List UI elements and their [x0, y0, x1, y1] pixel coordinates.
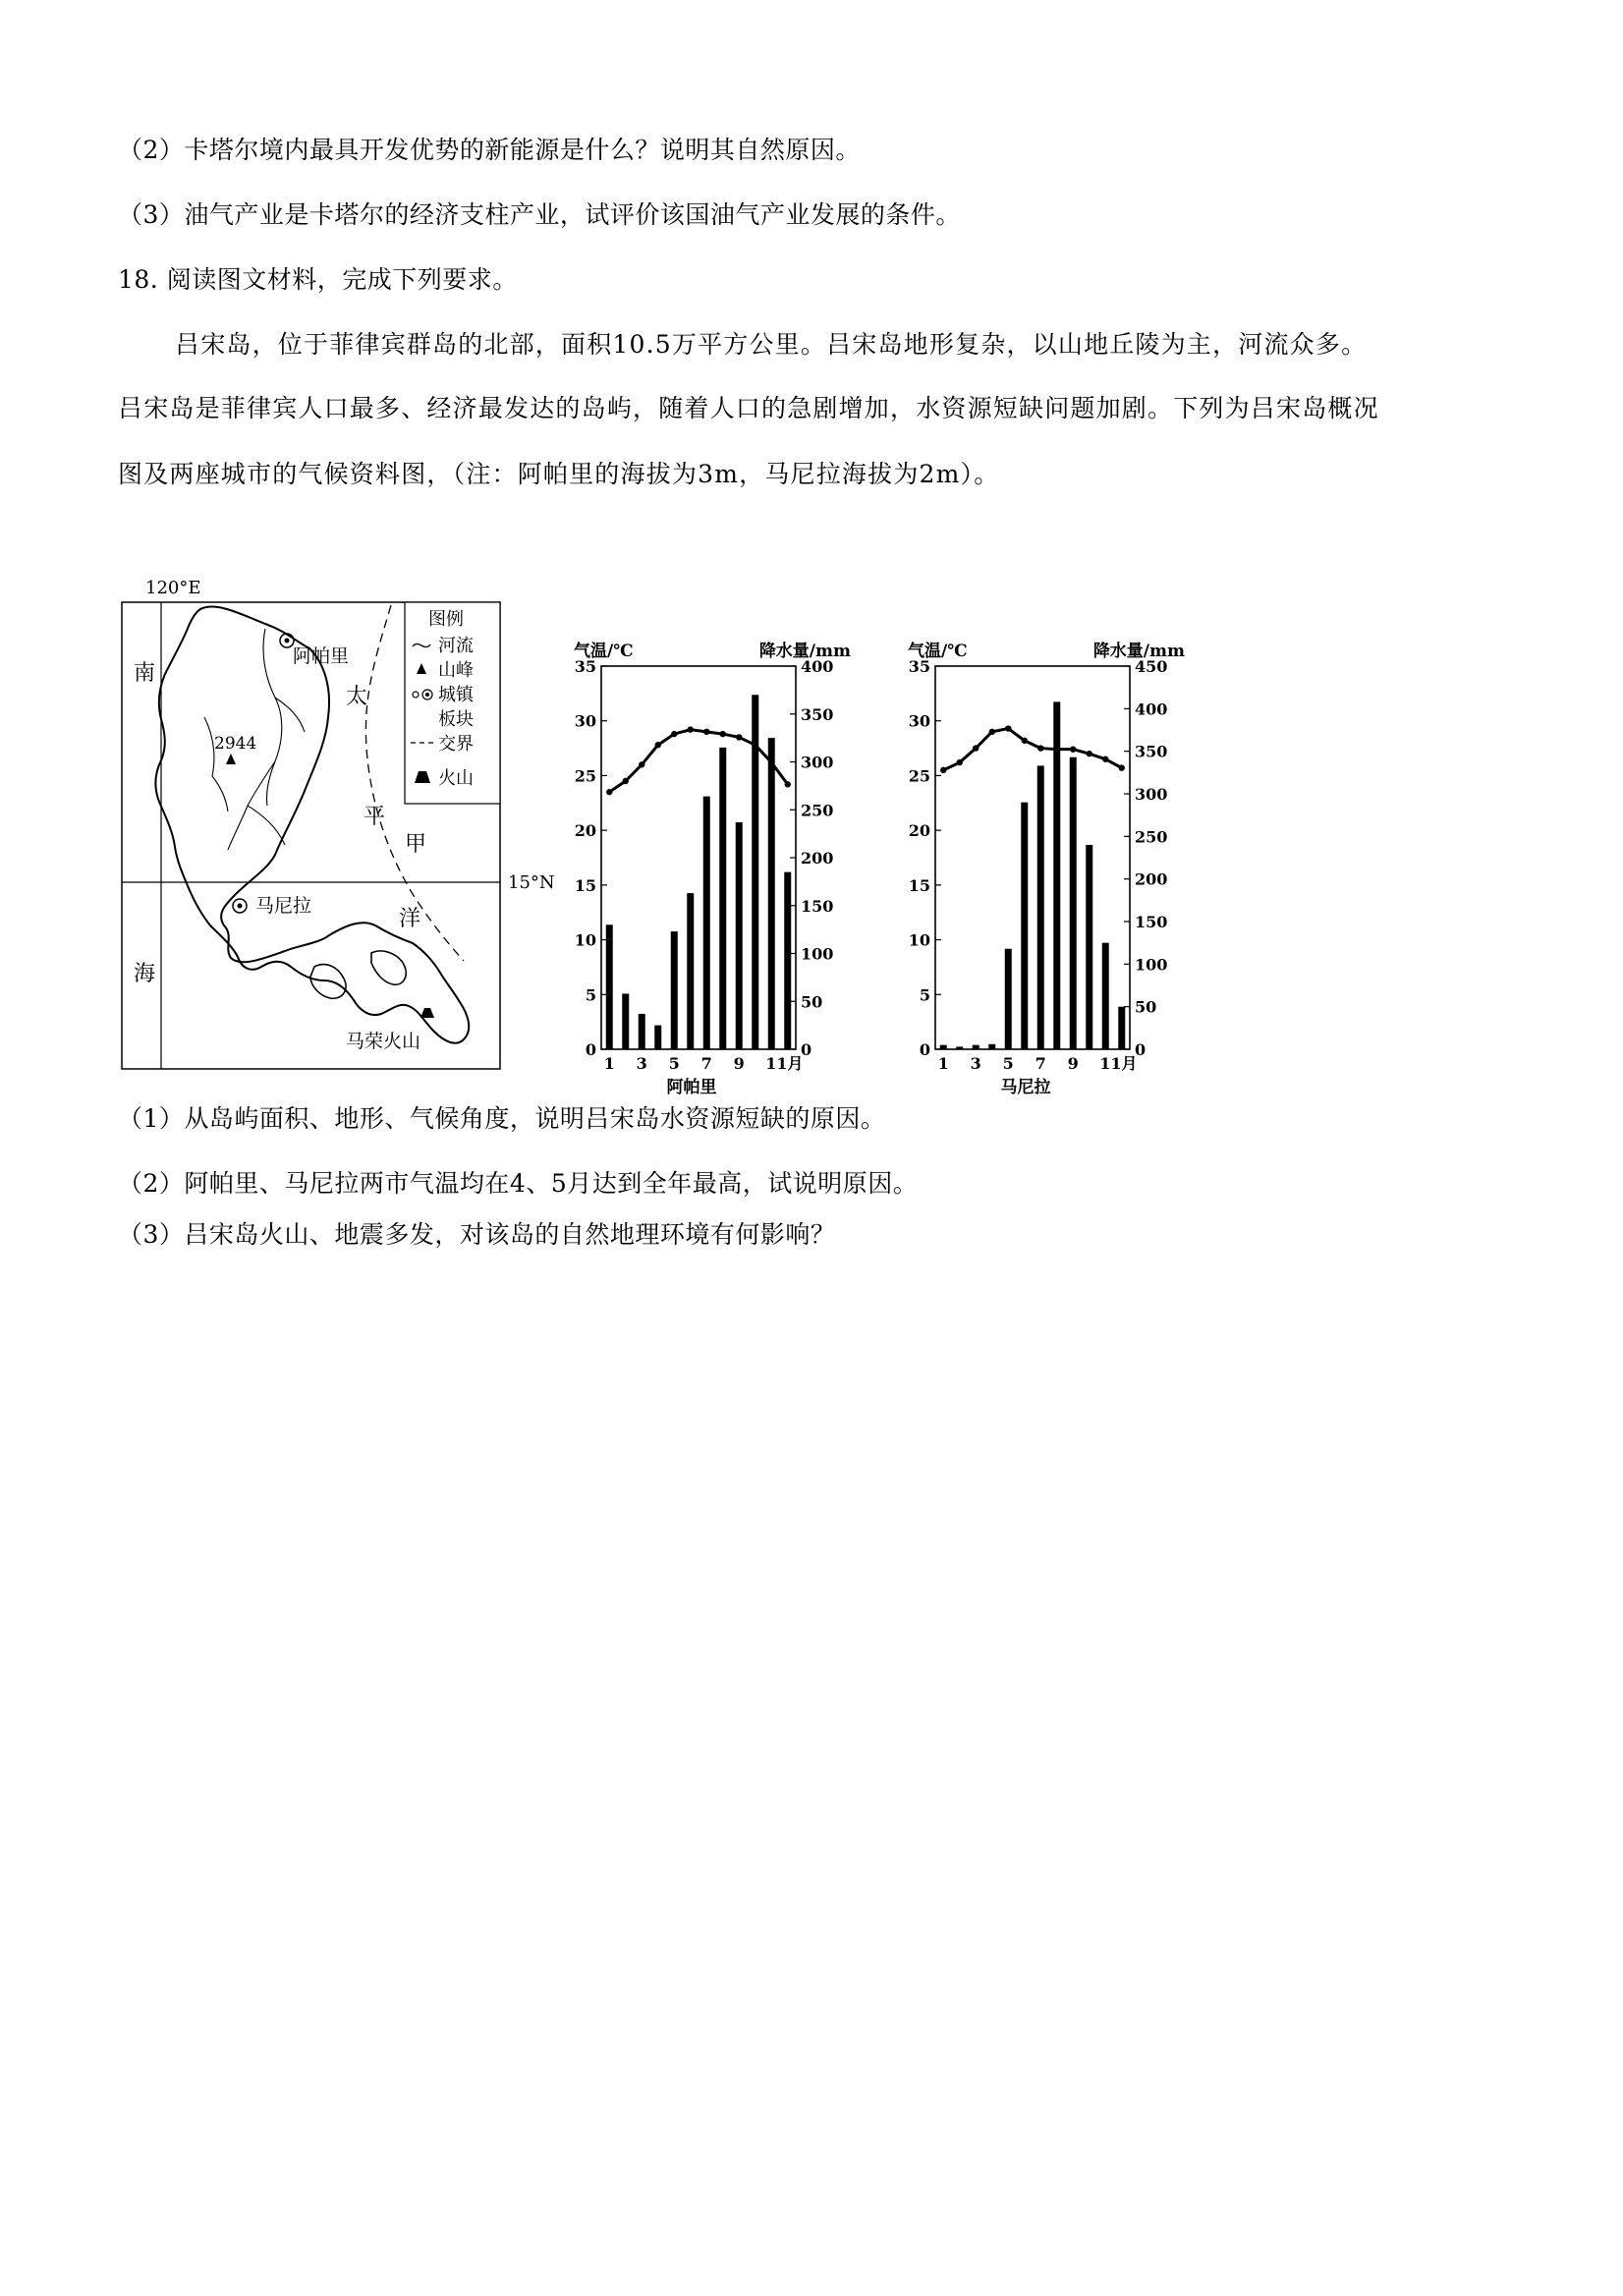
month-tick-label: 3	[636, 1054, 647, 1073]
chart-manila-ylabel-right: 降水量/mm	[1092, 642, 1185, 661]
month-tick-label: 7	[1035, 1054, 1046, 1073]
q18-material-line-3: 图及两座城市的气候资料图，（注：阿帕里的海拔为3m，马尼拉海拔为2m）。	[118, 460, 1000, 488]
temperature-point-month-7	[1037, 745, 1043, 751]
mayon-volcano-icon	[420, 1008, 434, 1018]
temperature-point-month-9	[736, 734, 742, 740]
temp-tick-label: 15	[574, 875, 596, 895]
month-tick-label: 1	[603, 1054, 615, 1073]
precip-bar-month-3	[639, 1014, 645, 1049]
precip-bar-month-4	[988, 1044, 995, 1049]
month-tick-label: 5	[668, 1054, 680, 1073]
volcano-label: 马荣火山	[346, 1031, 421, 1052]
precip-bar-month-5	[671, 931, 678, 1049]
sea-label-south-china-2: 海	[134, 962, 156, 986]
temp-tick-label: 10	[574, 930, 596, 950]
chart-aparri-xlabel: 阿帕里	[666, 1078, 717, 1097]
q17-subquestion-3: （3）油气产业是卡塔尔的经济支柱产业，试评价该国油气产业发展的条件。	[118, 200, 961, 229]
precip-tick-label: 350	[1135, 742, 1168, 761]
temperature-point-month-1	[940, 767, 946, 773]
precip-tick-label: 100	[1135, 955, 1168, 975]
q18-title: 18. 阅读图文材料，完成下列要求。	[118, 265, 518, 294]
precip-tick-label: 250	[1135, 827, 1168, 847]
precip-tick-label: 0	[1135, 1040, 1147, 1059]
precip-tick-label: 150	[801, 896, 834, 916]
ocean-label-3: 甲	[405, 832, 427, 857]
q17-subquestion-2: （2）卡塔尔境内最具开发优势的新能源是什么？说明其自然原因。	[118, 136, 861, 164]
precip-bar-month-6	[1021, 803, 1028, 1049]
precip-tick-label: 100	[801, 944, 834, 964]
month-tick-label: 7	[700, 1054, 712, 1073]
precip-bar-month-1	[606, 924, 613, 1049]
precip-tick-label: 150	[1135, 913, 1168, 931]
chart-aparri-ylabel-left: 气温/℃	[574, 642, 634, 661]
legend-title: 图例	[428, 609, 464, 630]
ocean-label-1: 太	[346, 685, 368, 709]
longitude-label: 120°E	[145, 578, 201, 598]
month-tick-label: 11月	[1099, 1054, 1138, 1073]
precip-tick-label: 450	[1135, 657, 1168, 676]
precip-tick-label: 350	[801, 704, 834, 724]
temp-tick-label: 35	[574, 657, 596, 676]
river-tributary-3	[248, 806, 285, 845]
aparri-town-icon-dot	[285, 639, 290, 644]
temp-tick-label: 0	[585, 1040, 596, 1059]
precip-tick-label: 50	[1135, 997, 1157, 1017]
temperature-point-month-12	[785, 781, 791, 787]
precip-tick-label: 50	[801, 992, 823, 1012]
climate-chart-manila	[904, 639, 1199, 1100]
temperature-point-month-8	[720, 731, 726, 737]
figure	[118, 570, 1238, 1097]
temperature-point-month-3	[639, 761, 644, 767]
river-cagayan	[263, 629, 282, 806]
precip-bar-month-1	[940, 1045, 947, 1049]
precip-bar-month-2	[956, 1046, 963, 1049]
temperature-point-month-10	[753, 742, 758, 748]
temperature-point-month-2	[957, 759, 963, 765]
climate-chart-aparri	[570, 639, 865, 1100]
precip-bar-month-7	[703, 797, 710, 1049]
chart-manila-xlabel: 马尼拉	[1000, 1078, 1051, 1097]
precip-tick-label: 400	[1135, 700, 1168, 719]
q18-subquestion-1: （1）从岛屿面积、地形、气候角度，说明吕宋岛水资源短缺的原因。	[118, 1104, 886, 1133]
temp-tick-label: 30	[908, 711, 930, 731]
manila-label: 马尼拉	[255, 895, 312, 917]
temp-tick-label: 15	[908, 875, 930, 895]
month-tick-label: 5	[1002, 1054, 1014, 1073]
precip-bar-month-12	[1118, 1007, 1125, 1049]
q18-material-line-2: 吕宋岛是菲律宾人口最多、经济最发达的岛屿，随着人口的急剧增加，水资源短缺问题加剧。下列为吕宋岛概况	[118, 394, 1379, 422]
latitude-label: 15°N	[508, 872, 555, 893]
temp-tick-label: 5	[919, 985, 930, 1005]
q18-material-line-1: 吕宋岛，位于菲律宾群岛的北部，面积10.5万平方公里。吕宋岛地形复杂，以山地丘陵为主，河流众多。	[175, 330, 1368, 359]
legend-city-icon-dot	[425, 693, 429, 697]
temp-tick-label: 35	[908, 657, 930, 676]
precip-bar-month-2	[622, 993, 629, 1049]
chart-manila-plot	[909, 657, 1168, 1073]
precip-bar-month-8	[1053, 701, 1060, 1049]
precip-tick-label: 200	[1135, 869, 1168, 889]
temperature-point-month-7	[703, 729, 709, 735]
legend-town: 城镇	[438, 685, 474, 705]
temp-tick-label: 25	[908, 766, 930, 786]
precip-bar-month-5	[1005, 949, 1012, 1049]
temperature-point-month-3	[973, 745, 979, 751]
precip-tick-label: 400	[801, 657, 834, 676]
precip-bar-month-9	[1070, 757, 1077, 1049]
peak-icon	[226, 754, 236, 764]
plot-frame	[601, 666, 796, 1049]
temperature-point-month-6	[688, 726, 694, 732]
precip-tick-label: 0	[801, 1040, 812, 1059]
river-tributary-4	[204, 717, 214, 776]
precip-tick-label: 200	[801, 849, 834, 868]
temperature-point-month-5	[1005, 725, 1011, 731]
legend-peak: 山峰	[438, 660, 474, 681]
temp-tick-label: 20	[908, 821, 930, 841]
aparri-label: 阿帕里	[293, 645, 350, 667]
temperature-point-month-11	[1102, 756, 1108, 762]
ocean-label-2: 平	[364, 805, 386, 829]
precip-tick-label: 250	[801, 801, 834, 820]
temp-tick-label: 30	[574, 711, 596, 731]
chart-aparri-plot	[575, 657, 834, 1073]
temperature-point-month-12	[1119, 764, 1125, 770]
temp-tick-label: 0	[919, 1040, 930, 1059]
precip-bar-month-11	[768, 738, 775, 1049]
precip-bar-month-12	[784, 872, 791, 1049]
precip-bar-month-4	[654, 1026, 661, 1049]
temperature-point-month-1	[606, 789, 612, 795]
temperature-point-month-11	[768, 759, 774, 765]
temperature-point-month-4	[655, 742, 661, 748]
legend-boundary-2: 交界	[438, 734, 474, 755]
chart-manila-ylabel-left: 气温/℃	[908, 642, 968, 661]
temperature-point-month-9	[1070, 746, 1076, 752]
sea-label-south-china-1: 南	[134, 661, 156, 686]
manila-town-icon-dot	[238, 904, 243, 909]
month-tick-label: 1	[937, 1054, 949, 1073]
plot-frame	[935, 666, 1130, 1049]
river-tributary-1	[275, 698, 305, 732]
precip-bar-month-10	[1086, 845, 1092, 1049]
q18-subquestion-2: （2）阿帕里、马尼拉两市气温均在4、5月达到全年最高，试说明原因。	[118, 1169, 919, 1198]
precip-bar-month-7	[1037, 765, 1044, 1049]
legend-river: 河流	[438, 636, 474, 656]
month-tick-label: 9	[1067, 1054, 1079, 1073]
precip-tick-label: 300	[801, 753, 834, 772]
temperature-point-month-10	[1087, 751, 1092, 756]
southern-bay-outline	[371, 951, 406, 984]
month-tick-label: 9	[733, 1054, 745, 1073]
temperature-point-month-2	[623, 778, 629, 784]
luzon-map	[118, 570, 555, 1081]
temperature-line	[609, 730, 788, 793]
chart-aparri-ylabel-right: 降水量/mm	[758, 642, 851, 661]
q18-subquestion-3: （3）吕宋岛火山、地震多发，对该岛的自然地理环境有何影响？	[118, 1220, 836, 1249]
temp-tick-label: 5	[585, 985, 596, 1005]
precip-tick-label: 300	[1135, 785, 1168, 804]
precip-bar-month-6	[687, 893, 694, 1049]
river-tributary-2	[228, 761, 275, 850]
precip-bar-month-8	[719, 748, 726, 1049]
temperature-point-month-5	[671, 731, 677, 737]
legend-volcano: 火山	[438, 768, 474, 789]
month-tick-label: 11月	[765, 1054, 804, 1073]
temp-tick-label: 10	[908, 930, 930, 950]
river-tributary-5	[212, 776, 228, 812]
temp-tick-label: 25	[574, 766, 596, 786]
temperature-point-month-4	[989, 729, 995, 735]
temperature-line	[943, 729, 1122, 770]
precip-bar-month-11	[1102, 943, 1109, 1049]
temperature-point-month-8	[1054, 746, 1060, 752]
peak-elevation-label: 2944	[214, 734, 257, 754]
temperature-point-month-6	[1022, 738, 1028, 744]
temp-tick-label: 20	[574, 821, 596, 841]
precip-bar-month-3	[973, 1045, 979, 1049]
precip-bar-month-9	[736, 822, 743, 1049]
month-tick-label: 3	[970, 1054, 981, 1073]
legend-boundary-1: 板块	[438, 709, 474, 730]
ocean-label-4: 洋	[399, 907, 421, 931]
